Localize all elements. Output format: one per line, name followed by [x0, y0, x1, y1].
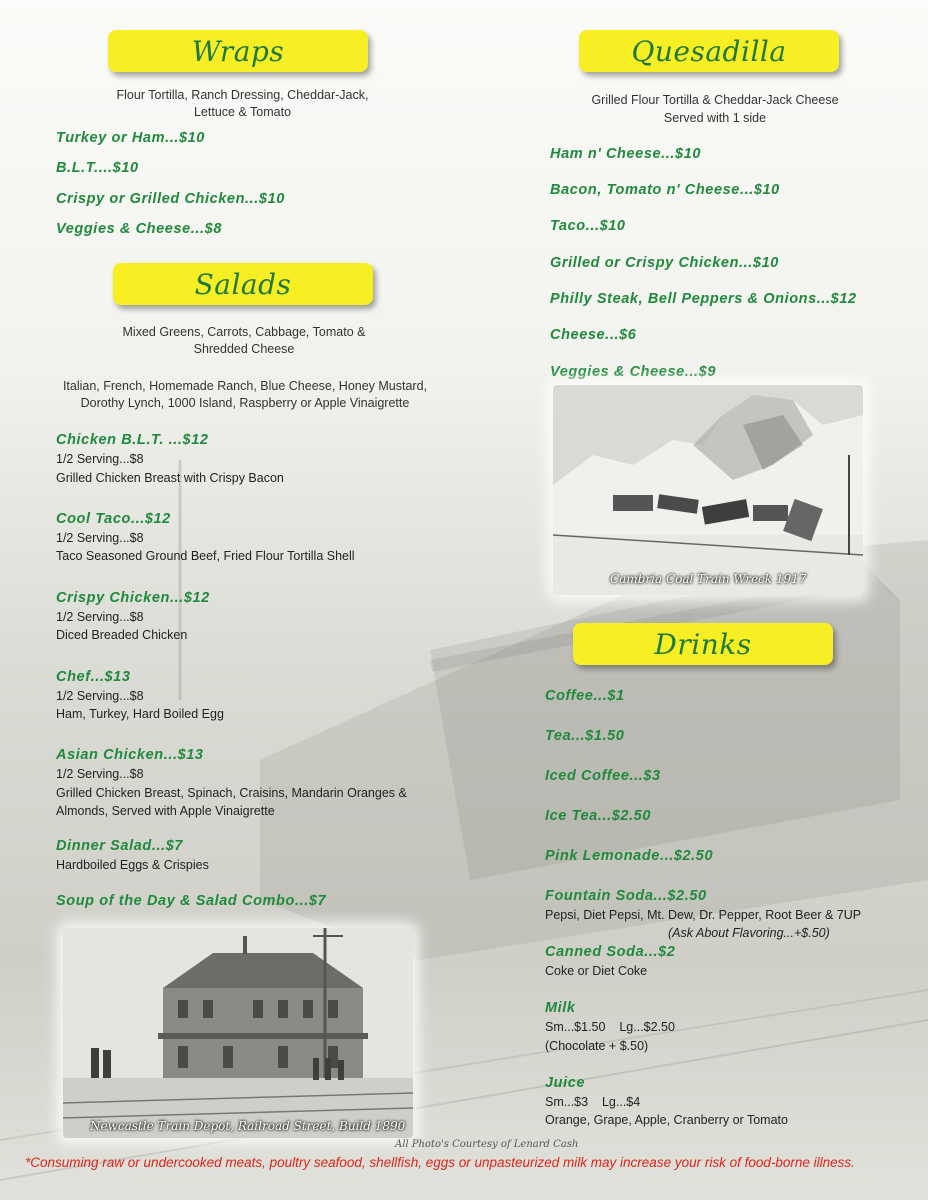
drink-item-name: Ice Tea...$2.50	[545, 808, 652, 824]
salad-item-name: Chef...$13	[56, 669, 131, 685]
quesadilla-description-line2: Served with 1 side	[663, 111, 767, 125]
drink-item-name: Iced Coffee...$3	[545, 768, 661, 784]
wraps-item: Turkey or Ham...$10	[56, 130, 205, 146]
drinks-banner	[573, 623, 833, 665]
drink-item-name: Milk	[545, 1000, 576, 1016]
quesadilla-title: Quesadilla	[631, 34, 787, 68]
train-wreck-caption: Cambria Coal Train Wreck 1917	[610, 572, 807, 586]
wraps-item: Veggies & Cheese...$8	[56, 221, 222, 237]
salad-item-name: Soup of the Day & Salad Combo...$7	[56, 893, 327, 909]
salad-item-detail: Grilled Chicken Breast, Spinach, Craisins, Mandarin Oranges & Almonds, Served with Apple Vinaigrette	[56, 786, 407, 818]
quesadilla-item: Cheese...$6	[550, 327, 637, 343]
salads-banner	[113, 263, 373, 305]
salads-description: Mixed Greens, Carrots, Cabbage, Tomato & Shredded Cheese	[122, 325, 366, 356]
train-wreck-photo	[553, 385, 863, 595]
quesadilla-item: Ham n' Cheese...$10	[550, 146, 702, 162]
drink-item-note: (Ask About Flavoring...+$.50)	[668, 926, 830, 940]
wraps-banner	[108, 30, 368, 72]
salads-dressings: Italian, French, Homemade Ranch, Blue Cheese, Honey Mustard, Dorothy Lynch, 1000 Island, Raspberry or Apple Vinaigrette	[62, 379, 428, 410]
quesadilla-banner	[579, 30, 839, 72]
salad-item-half: 1/2 Serving...$8	[56, 531, 144, 545]
train-depot-caption: Newcastle Train Depot, Railroad Street, Build 1890	[90, 1119, 406, 1133]
drink-item-detail: Sm...$3 Lg...$4	[545, 1095, 641, 1109]
drink-item-name: Canned Soda...$2	[545, 944, 676, 960]
drink-item-name: Tea...$1.50	[545, 728, 625, 744]
salad-item-name: Asian Chicken...$13	[56, 747, 204, 763]
wraps-title: Wraps	[191, 34, 285, 68]
drink-item-detail: Sm...$1.50 Lg...$2.50	[545, 1020, 675, 1034]
drink-item-note: (Chocolate + $.50)	[545, 1039, 649, 1053]
salad-item-name: Cool Taco...$12	[56, 511, 171, 527]
drink-item-name: Juice	[545, 1075, 586, 1091]
quesadilla-description-line1: Grilled Flour Tortilla & Cheddar-Jack Cheese	[591, 93, 839, 107]
drink-item-detail: Coke or Diet Coke	[545, 964, 648, 978]
salad-item-half: 1/2 Serving...$8	[56, 689, 144, 703]
drink-item-name: Coffee...$1	[545, 688, 625, 704]
salad-item-name: Crispy Chicken...$12	[56, 590, 210, 606]
photo-credit: All Photo's Courtesy of Lenard Cash	[395, 1139, 579, 1150]
wraps-description: Flour Tortilla, Ranch Dressing, Cheddar-Jack, Lettuce & Tomato	[116, 88, 369, 119]
salad-item-name: Dinner Salad...$7	[56, 838, 184, 854]
quesadilla-item: Grilled or Crispy Chicken...$10	[550, 255, 779, 271]
salads-title: Salads	[194, 267, 292, 301]
wraps-item: B.L.T....$10	[56, 160, 139, 176]
salad-item-detail: Grilled Chicken Breast with Crispy Bacon	[56, 471, 284, 485]
salad-item-half: 1/2 Serving...$8	[56, 610, 144, 624]
drink-item-name: Fountain Soda...$2.50	[545, 888, 707, 904]
quesadilla-item: Bacon, Tomato n' Cheese...$10	[550, 182, 780, 198]
salad-item-detail: Diced Breaded Chicken	[56, 628, 188, 642]
wraps-item: Crispy or Grilled Chicken...$10	[56, 191, 285, 207]
train-depot-photo	[63, 928, 413, 1138]
salad-item-detail: Taco Seasoned Ground Beef, Fried Flour Tortilla Shell	[56, 549, 355, 563]
salad-item-detail: Hardboiled Eggs & Crispies	[56, 858, 209, 872]
drink-item-detail: Pepsi, Diet Pepsi, Mt. Dew, Dr. Pepper, Root Beer & 7UP	[545, 908, 862, 922]
quesadilla-item: Taco...$10	[550, 218, 626, 234]
salad-item-name: Chicken B.L.T. ...$12	[56, 432, 209, 448]
food-safety-disclaimer: *Consuming raw or undercooked meats, poultry seafood, shellfish, eggs or unpasteurized milk may increase your risk of food-borne illness.	[25, 1155, 855, 1170]
quesadilla-item: Veggies & Cheese...$9	[550, 364, 716, 380]
drink-item-note: Orange, Grape, Apple, Cranberry or Tomato	[545, 1113, 788, 1127]
salad-item-detail: Ham, Turkey, Hard Boiled Egg	[56, 707, 224, 721]
quesadilla-item: Philly Steak, Bell Peppers & Onions...$12	[550, 291, 857, 307]
salad-item-half: 1/2 Serving...$8	[56, 452, 144, 466]
drinks-title: Drinks	[654, 627, 752, 661]
drink-item-name: Pink Lemonade...$2.50	[545, 848, 714, 864]
salad-item-half: 1/2 Serving...$8	[56, 767, 144, 781]
